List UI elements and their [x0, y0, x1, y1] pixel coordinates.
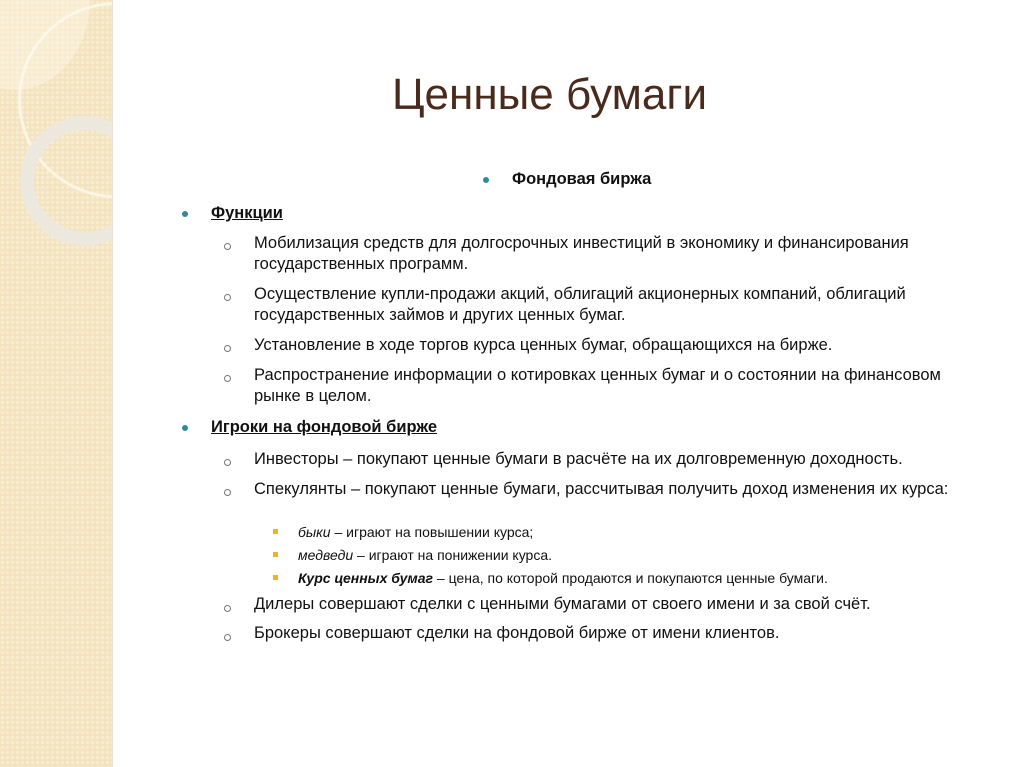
bullet-icon	[273, 575, 278, 580]
bullet-icon	[224, 634, 231, 641]
decorative-sidebar	[0, 0, 113, 767]
list-item: Осуществление купли-продажи акций, облигаций акционерных компаний, облигаций государственных займов и других ценных бумаг.	[254, 285, 906, 324]
term: Курс ценных бумаг	[298, 570, 433, 586]
sub-item	[298, 523, 533, 541]
bullet-icon	[224, 375, 231, 382]
bullet-icon	[182, 425, 188, 431]
bullet-icon	[224, 489, 231, 496]
bullet-icon	[224, 294, 231, 301]
bullet-icon	[273, 552, 278, 557]
list-item: Установление в ходе торгов курса ценных бумаг, обращающихся на бирже.	[254, 336, 833, 354]
definition: – играют на понижении курса.	[353, 547, 553, 563]
bullet-icon	[224, 605, 231, 612]
section-label: Игроки на фондовой бирже	[211, 418, 438, 436]
list-item: Инвесторы – покупают ценные бумаги в расчёте на их долговременную доходность.	[254, 450, 903, 468]
definition: – цена, по которой продаются и покупаются ценные бумаги.	[433, 570, 828, 586]
term: быки	[298, 524, 331, 540]
bullet-icon	[224, 243, 231, 250]
definition: – играют на повышении курса;	[330, 524, 534, 540]
bullet-icon	[224, 345, 231, 352]
heading: Фондовая биржа	[512, 170, 652, 188]
bullet-icon	[182, 211, 188, 217]
list-item: Брокеры совершают сделки на фондовой бирже от имени клиентов.	[254, 624, 780, 642]
term: медведи	[298, 547, 354, 563]
section-label: Функции	[211, 204, 283, 222]
list-item: Распространение информации о котировках ценных бумаг и о состоянии на финансовом рынке в целом.	[254, 366, 941, 405]
sub-item	[298, 546, 552, 564]
list-item: Спекулянты – покупают ценные бумаги, рассчитывая получить доход изменения их курса:	[254, 480, 949, 498]
slide-title: Ценные бумаги	[392, 70, 708, 119]
sub-item	[298, 569, 828, 587]
list-item: Дилеры совершают сделки с ценными бумагами от своего имени и за свой счёт.	[254, 595, 871, 613]
bullet-icon	[483, 177, 489, 183]
list-item: Мобилизация средств для долгосрочных инвестиций в экономику и финансирования государственных программ.	[254, 234, 909, 273]
bullet-icon	[224, 459, 231, 466]
bullet-icon	[273, 529, 278, 534]
